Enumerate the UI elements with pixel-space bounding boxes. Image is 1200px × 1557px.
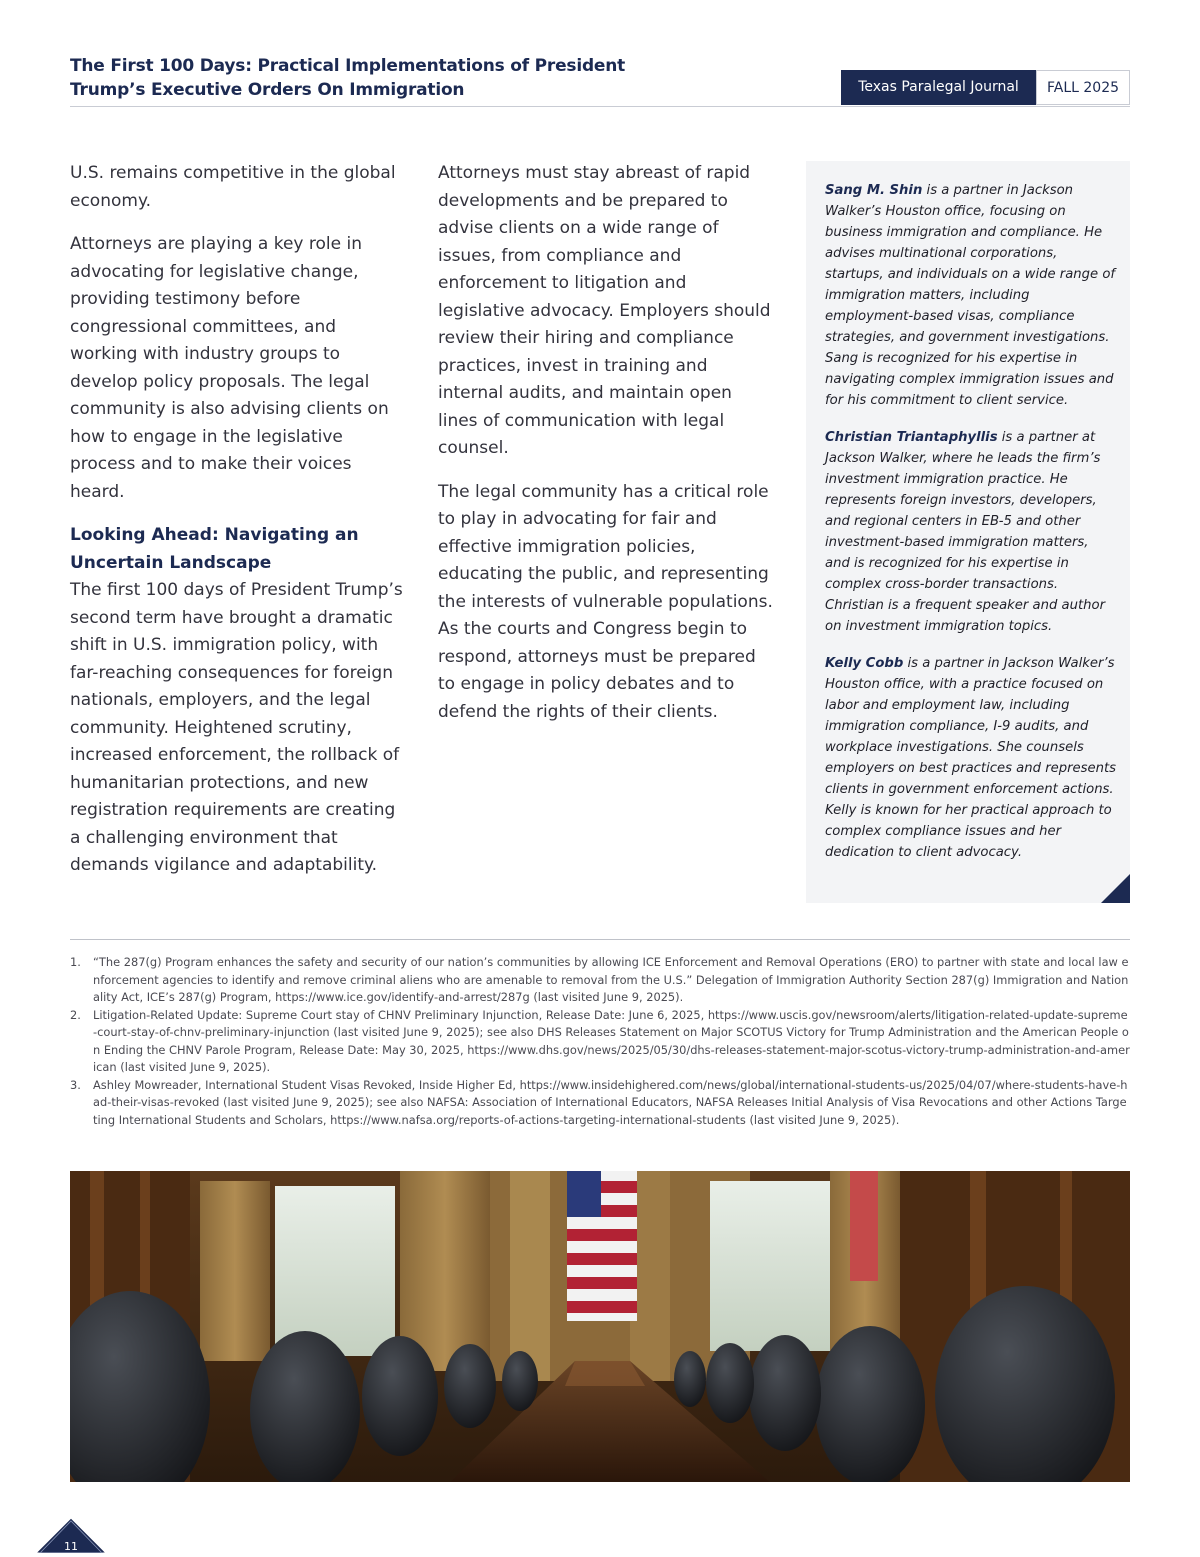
article-title-line-2: Trump’s Executive Orders On Immigration (70, 80, 465, 100)
footnote-text: Litigation-Related Update: Supreme Court stay of CHNV Preliminary Injunction, Release Date: June 6, 2025, https://www.uscis.gov/newsroom/alerts/litigation-related-update-supreme-court-stay-of-chnv-preliminary-injunction (last visited June 9, 2025); see also DHS Releases Statement on Major SCOTUS Victory for Trump Administration and the American People on Ending the CHNV Parole Program, Release Date: May 30, 2025, https://www.dhs.gov/news/2025/05/30/dhs-releases-statement-major-scotus-victory-trump-administration-and-american (last visited June 9, 2025). (93, 1007, 1130, 1074)
author-name: Kelly Cobb (825, 656, 904, 671)
page-number-marker (34, 1516, 108, 1553)
article-title (70, 54, 710, 102)
section-heading: Looking Ahead: Navigating an Uncertain Landscape (70, 525, 359, 573)
journal-name-badge: Texas Paralegal Journal (841, 70, 1036, 105)
footnote-text: Ashley Mowreader, International Student Visas Revoked, Inside Higher Ed, https://www.insidehighered.com/news/global/international-students-us/2025/04/07/where-students-have-had-their-visas-revoked (last visited June 9, 2025); see also NAFSA: Association of International Educators, NAFSA Releases Initial Analysis of Visa Revocations and other Actions Targeting International Students and Scholars, https://www.nafsa.org/reports-of-actions-targeting-international-students (last visited June 9, 2025). (93, 1077, 1128, 1127)
footnote-item (70, 1007, 1130, 1077)
author-bio (825, 427, 1116, 637)
footnote-number: 3. (70, 1077, 81, 1092)
footnote-number: 1. (70, 955, 81, 969)
author-name: Christian Triantaphyllis (825, 430, 998, 445)
paragraph: U.S. remains competitive in the global economy. (70, 163, 396, 211)
footnote-item (70, 954, 1130, 1007)
author-bio-text: is a partner in Jackson Walker’s Houston office, focusing on business immigration and compliance. He advises multinational corporations, startups, and individuals on a wide range of immigration matters, including employment-based visas, compliance strategies, and government investigations. Sang is recognized for his expertise in navigating complex immigration issues and for his commitment to client service. (825, 183, 1116, 408)
paragraph: The first 100 days of President Trump’s second term have brought a dramatic shift in U.S. immigration policy, with far-reaching consequences for foreign nationals, employers, and the legal community. Heightened scrutiny, increased enforcement, the rollback of humanitarian protections, and new registration requirements are creating a challenging environment that demands vigilance and adaptability. (70, 580, 403, 875)
corner-accent-triangle (1101, 874, 1130, 903)
author-bio-text: is a partner at Jackson Walker, where he leads the firm’s investment immigration practice. He represents foreign investors, developers, and regional centers in EB-5 and other investment-based immigration matters, and is recognized for his expertise in complex cross-border transactions. Christian is a frequent speaker and author on investment immigration topics. (825, 430, 1105, 634)
boardroom-illustration (70, 1171, 1130, 1482)
footnote-text: “The 287(g) Program enhances the safety and security of our nation’s communities by allowing ICE Enforcement and Removal Operations (ERO) to partner with state and local law enforcement agencies to identify and remove criminal aliens who are amenable to removal from the U.S.” Delegation of Immigration Authority Section 287(g) Immigration and Nationality Act, ICE’s 287(g) Program, https://www.ice.gov/identify-and-arrest/287g (last visited June 9, 2025). (93, 955, 1129, 1004)
author-name: Sang M. Shin (825, 183, 923, 198)
boardroom-photo (70, 1171, 1130, 1482)
body-column-2 (438, 160, 773, 742)
footnotes-list (70, 954, 1130, 1129)
author-bios-sidebar (806, 161, 1130, 903)
page-header (70, 52, 1130, 107)
author-bio (825, 180, 1116, 411)
page-number: 11 (64, 1540, 78, 1553)
paragraph: Attorneys are playing a key role in advocating for legislative change, providing testimony before congressional committees, and working with industry groups to develop policy proposals. The legal community is also advising clients on how to engage in the legislative process and to make their voices heard. (70, 234, 389, 502)
issue-season-badge: FALL 2025 (1036, 70, 1130, 105)
body-column-1 (70, 160, 405, 896)
footnote-item (70, 1077, 1130, 1130)
paragraph: Attorneys must stay abreast of rapid developments and be prepared to advise clients on a wide range of issues, from compliance and enforcement to litigation and legislative advocacy. Employers should review their hiring and compliance practices, invest in training and internal audits, and maintain open lines of communication with legal counsel. (438, 163, 771, 458)
author-bio-text: is a partner in Jackson Walker’s Houston office, with a practice focused on labor and employment law, including immigration compliance, I-9 audits, and workplace investigations. She counsels employers on best practices and represents clients in government enforcement actions. Kelly is known for her practical approach to complex compliance issues and her dedication to client advocacy. (825, 656, 1117, 860)
paragraph: The legal community has a critical role to play in advocating for fair and effective immigration policies, educating the public, and representing the interests of vulnerable populations. As the courts and Congress begin to respond, attorneys must be prepared to engage in policy debates and to defend the rights of their clients. (438, 481, 773, 722)
author-bio (825, 653, 1116, 863)
footnote-divider (70, 939, 1130, 940)
footnote-number: 2. (70, 1007, 81, 1022)
article-title-line-1: The First 100 Days: Practical Implementations of President (70, 56, 626, 76)
